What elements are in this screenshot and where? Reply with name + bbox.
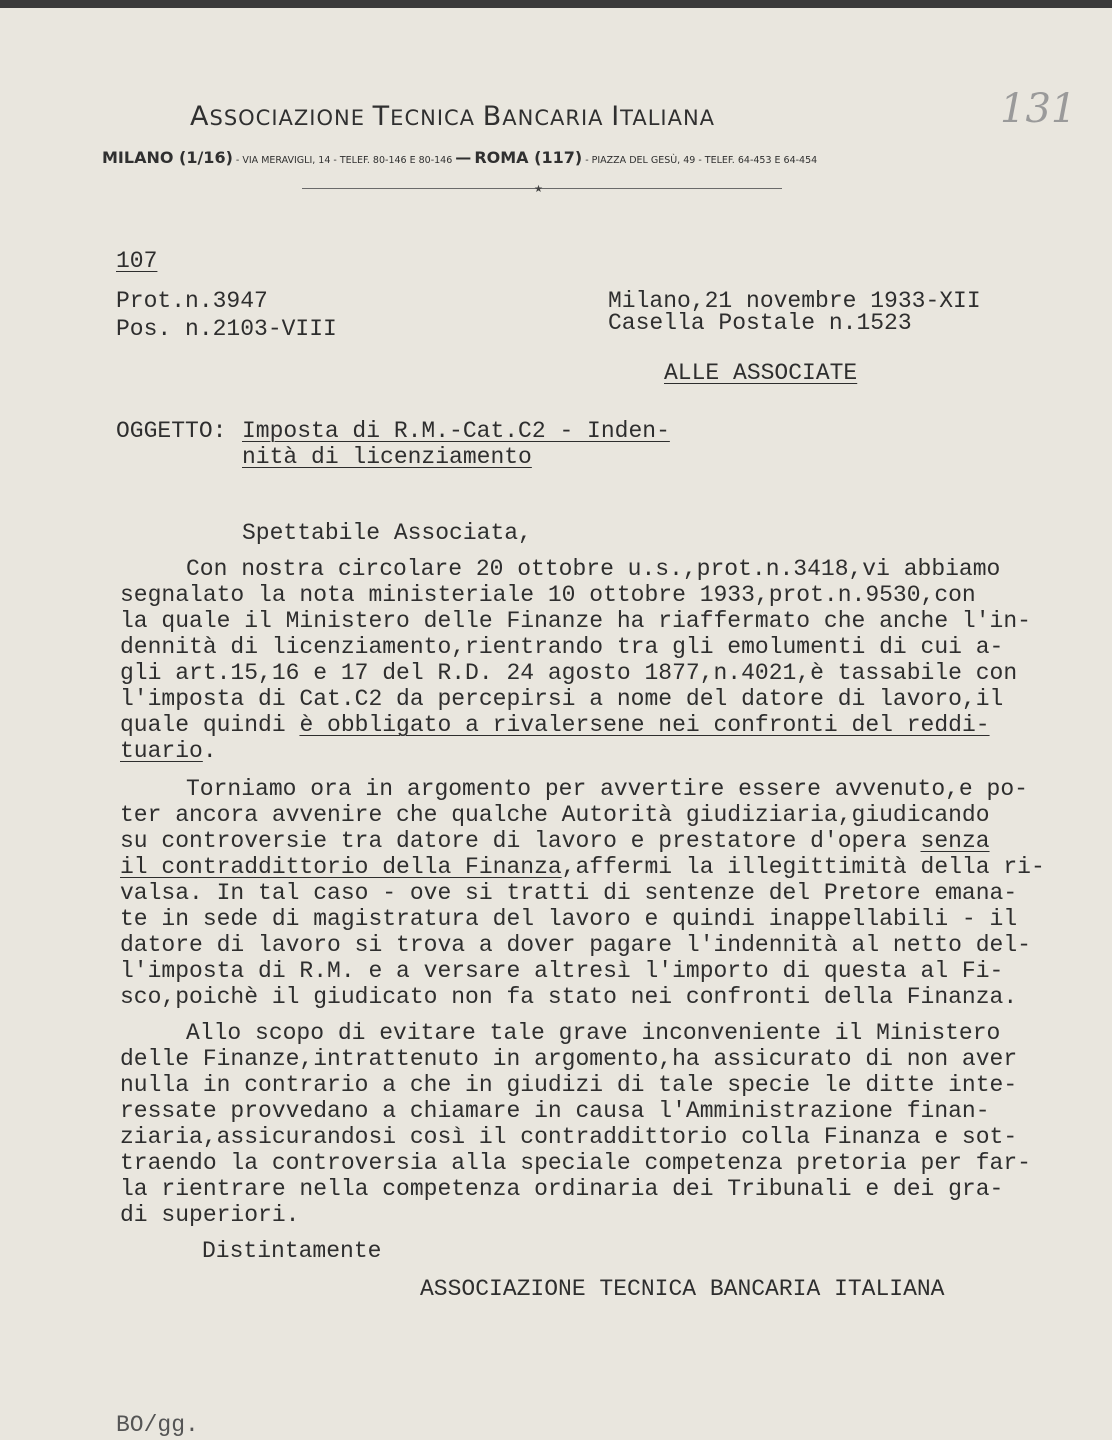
paragraph-1-line: Con nostra circolare 20 ottobre u.s.,prot.n.3418,vi abbiamo — [186, 556, 1001, 582]
paragraph-2-line: sco,poichè il giudicato non fa stato nei confronti della Finanza. — [120, 984, 1018, 1010]
paragraph-2-line: su controversie tra datore di lavoro e prestatore d'opera senza — [120, 828, 990, 854]
signature: ASSOCIAZIONE TECNICA BANCARIA ITALIANA — [420, 1276, 945, 1302]
paragraph-1-line: gli art.15,16 e 17 del R.D. 24 agosto 1877,n.4021,è tassabile con — [120, 660, 1018, 686]
paragraph-1-line: segnalato la nota ministeriale 10 ottobre 1933,prot.n.9530,con — [120, 582, 976, 608]
milano-address: - VIA MERAVIGLI, 14 - TELEF. 80-146 E 80-146 — [235, 155, 453, 166]
paragraph-3-line: delle Finanze,intrattenuto in argomento,ha assicurato di non aver — [120, 1046, 1018, 1072]
closing: Distintamente — [202, 1238, 382, 1264]
letterhead-addresses — [102, 148, 817, 167]
subject-label: OGGETTO: — [116, 418, 227, 444]
postal-box: Casella Postale n.1523 — [608, 310, 912, 336]
paragraph-3-line: di superiori. — [120, 1202, 300, 1228]
paragraph-3-line: Allo scopo di evitare tale grave inconveniente il Ministero — [186, 1020, 1001, 1046]
paragraph-3-line: nulla in contrario a che in giudizi di tale specie le ditte inte- — [120, 1072, 1018, 1098]
typist-initials: BO/gg. — [116, 1412, 199, 1438]
paragraph-2-line: te in sede di magistratura del lavoro e quindi inappellabili - il — [120, 906, 1018, 932]
address-separator: — — [455, 148, 472, 167]
paragraph-3-line: ressate provvedano a chiamare in causa l'Amministrazione finan- — [120, 1098, 990, 1124]
archive-page-number: 131 — [1000, 86, 1077, 132]
paragraph-1-line: quale quindi è obbligato a rivalersene nei confronti del reddi- — [120, 712, 990, 738]
paragraph-2-line: datore di lavoro si trova a dover pagare l'indennità al netto del- — [120, 932, 1031, 958]
underlined-phrase: è obbligato a rivalersene nei confronti del reddi- — [299, 712, 990, 738]
underlined-phrase: il contraddittorio della Finanza — [120, 854, 562, 880]
recipient: ALLE ASSOCIATE — [664, 360, 858, 386]
paragraph-1-line: dennità di licenziamento,rientrando tra gli emolumenti di cui a- — [120, 634, 1004, 660]
paragraph-3-line: ziaria,assicurandosi così il contraddittorio colla Finanza e sot- — [120, 1124, 1018, 1150]
paragraph-3-line: la rientrare nella competenza ordinaria dei Tribunali e dei gra- — [120, 1176, 1004, 1202]
paragraph-2-line: valsa. In tal caso - ove si tratti di sentenze del Pretore emana- — [120, 880, 1018, 906]
paragraph-3-line: traendo la controversia alla speciale competenza pretoria per far- — [120, 1150, 1031, 1176]
position-number: Pos. n.2103-VIII — [116, 316, 337, 342]
paragraph-2-line: l'imposta di R.M. e a versare altresì l'importo di questa al Fi- — [120, 958, 1004, 984]
underlined-phrase: tuario — [120, 738, 203, 764]
roma-address: - PIAZZA DEL GESÙ, 49 - TELEF. 64-453 E 64-454 — [585, 155, 818, 166]
letter-page — [0, 8, 1112, 1440]
milano-office: MILANO (1/16) — [102, 148, 233, 167]
protocol-number: Prot.n.3947 — [116, 288, 268, 314]
letter-number: 107 — [116, 248, 158, 274]
paragraph-2-line: il contraddittorio della Finanza,affermi la illegittimità della ri- — [120, 854, 1045, 880]
letterhead-title: ASSOCIAZIONE TECNICA BANCARIA ITALIANA — [190, 101, 716, 132]
scan-top-edge — [0, 0, 1112, 8]
paragraph-2-line: ter ancora avvenire che qualche Autorità giudiziaria,giudicando — [120, 802, 990, 828]
salutation: Spettabile Associata, — [242, 520, 532, 546]
subject-line-2: nità di licenziamento — [242, 444, 532, 470]
place-and-date: Milano,21 novembre 1933-XII — [608, 288, 981, 314]
roma-office: ROMA (117) — [474, 148, 583, 167]
paragraph-2-line: Torniamo ora in argomento per avvertire essere avvenuto,e po- — [186, 776, 1028, 802]
underlined-phrase: senza — [920, 828, 990, 854]
paragraph-1-line: l'imposta di Cat.C2 da percepirsi a nome del datore di lavoro,il — [120, 686, 1004, 712]
paragraph-1-line: tuario. — [120, 738, 217, 764]
subject-line-1: Imposta di R.M.-Cat.C2 - Inden- — [242, 418, 670, 444]
divider-star-icon: ★ — [534, 184, 543, 195]
paragraph-1-line: la quale il Ministero delle Finanze ha riaffermato che anche l'in- — [120, 608, 1031, 634]
